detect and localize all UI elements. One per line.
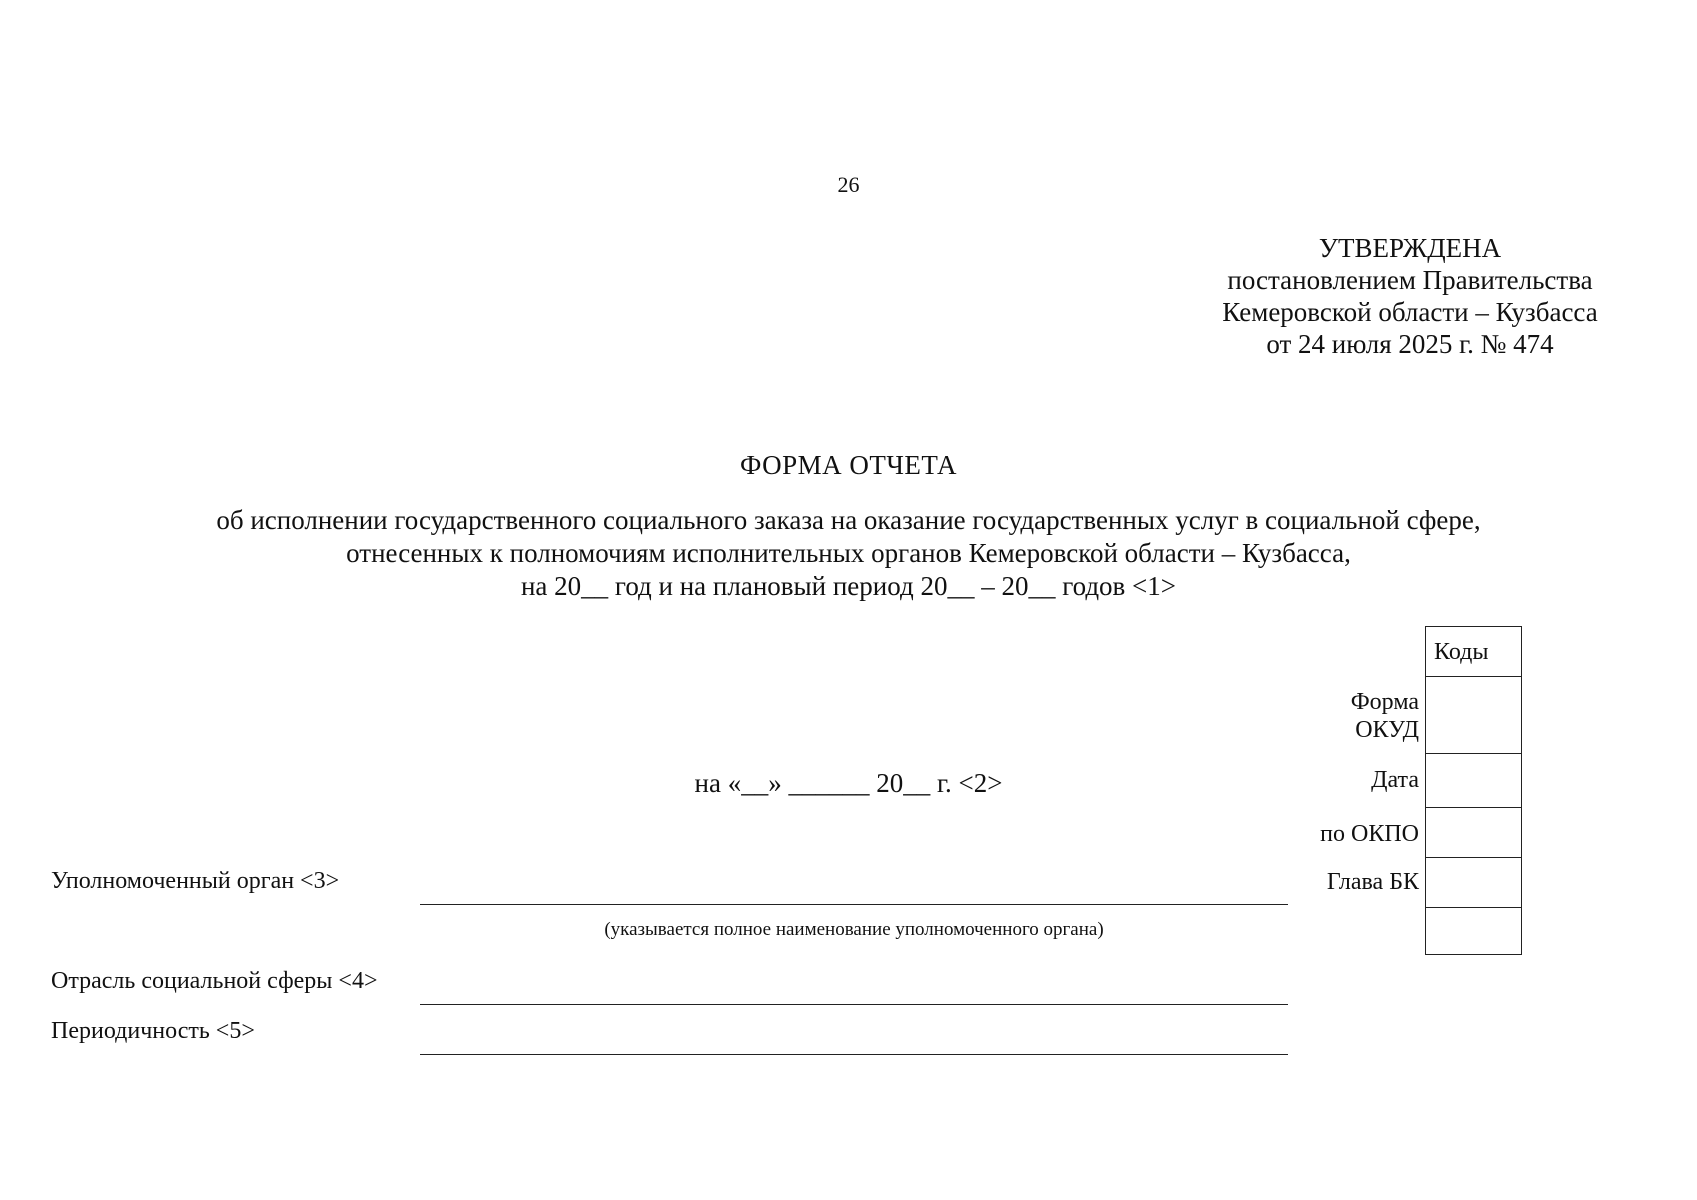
code-cell-empty[interactable]: [1426, 908, 1521, 954]
social-sector-label: Отрасль социальной сферы <4>: [51, 968, 378, 994]
code-cell-glava-bk[interactable]: [1426, 858, 1521, 908]
subtitle-line-2: отнесенных к полномочиям исполнительных органов Кемеровской области – Кузбасса,: [346, 538, 1351, 568]
form-subtitle: [0, 504, 1697, 603]
approval-heading: УТВЕРЖДЕНА: [1318, 233, 1502, 263]
authorized-body-label: Уполномоченный орган <3>: [51, 868, 340, 894]
code-label-okud-line: ОКУД: [1355, 717, 1419, 743]
page-number: 26: [837, 172, 860, 197]
code-cell-date[interactable]: [1426, 754, 1521, 808]
code-label-okpo: по ОКПО: [1320, 821, 1419, 847]
code-label-date: Дата: [1371, 767, 1419, 793]
authorized-body-hint: (указывается полное наименование уполномоченного органа): [604, 919, 1104, 940]
periodicity-label: Периодичность <5>: [51, 1018, 255, 1044]
subtitle-line-3: на 20__ год и на плановый период 20__ – 20__ годов <1>: [520, 571, 1177, 601]
report-date-line: на «__» ______ 20__ г. <2>: [694, 768, 1003, 798]
code-label-form-okud: [1351, 688, 1419, 744]
approval-decree: постановлением Правительства: [1227, 265, 1593, 295]
subtitle-line-1: об исполнении государственного социального заказа на оказание государственных услуг в социальной сфере,: [216, 505, 1481, 535]
codes-table: [1425, 626, 1522, 955]
authorized-body-input-line[interactable]: [420, 904, 1288, 905]
approval-date: от 24 июля 2025 г. № 474: [1266, 329, 1554, 359]
code-label-glava-bk: Глава БК: [1326, 869, 1419, 895]
form-title: ФОРМА ОТЧЕТА: [739, 450, 958, 480]
codes-header-cell: [1426, 627, 1521, 677]
social-sector-input-line[interactable]: [420, 1004, 1288, 1005]
codes-header: Коды: [1434, 639, 1489, 665]
approval-stamp: [1180, 232, 1640, 360]
code-label-form-line: Форма: [1350, 689, 1419, 715]
approval-region: Кемеровской области – Кузбасса: [1222, 297, 1598, 327]
periodicity-input-line[interactable]: [420, 1054, 1288, 1055]
code-cell-form-okud[interactable]: [1426, 677, 1521, 754]
code-cell-okpo[interactable]: [1426, 808, 1521, 858]
